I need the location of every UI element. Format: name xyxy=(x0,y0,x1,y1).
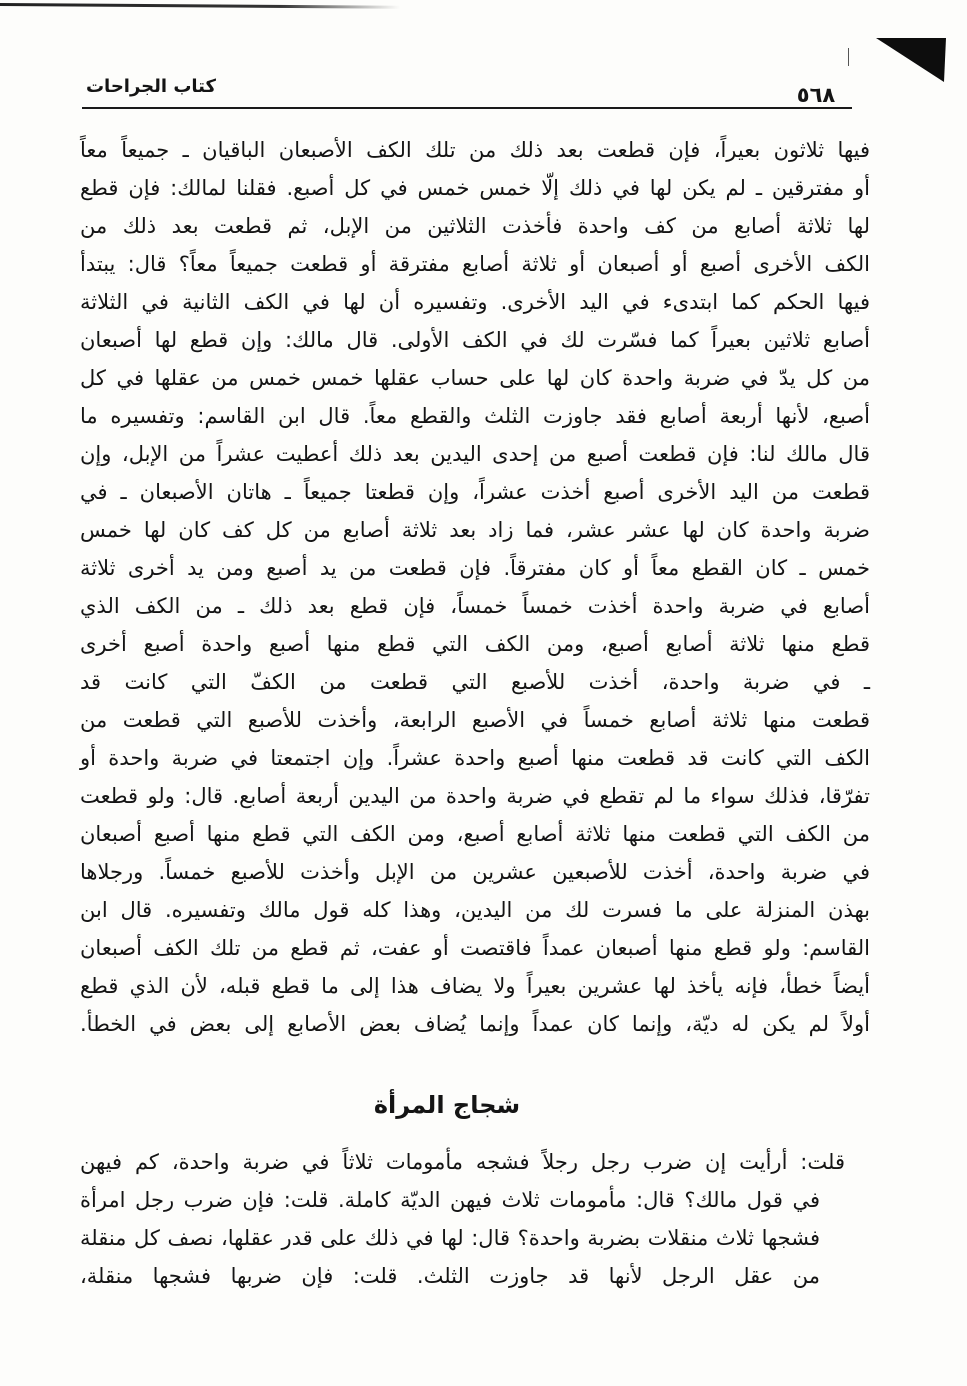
text-line: أيضاً خطأ، فإنه يأخذ لها عشرين بعيراً ولا يضاف هذا إلى ما قطع قبله، لأن الذي قطع xyxy=(80,974,870,998)
text-line: في قول مالك؟ قال: مأمومات ثلاث فيهن الديّة كاملة. قلت: فإن ضرب رجل امرأة xyxy=(80,1188,820,1212)
text-line: الكف الأخرى أصبع أو أصبعان أو ثلاثة أصابع مفترقة أو قطعت جميعاً معاً؟ قال: يبتدأ xyxy=(80,252,870,276)
text-line: خمس ـ كان القطع معاً أو كان مفترقاً. فإن قطعت من يد أصبع ومن يد أخرى ثلاثة xyxy=(80,556,870,580)
text-line: من عقل الرجل لأنها قد جاوزت الثلث. قلت: فإن ضربها فشجها منقلة، xyxy=(80,1264,820,1288)
text-line: تفرّقا، فذلك سواء ما لم تقطع في ضربة واحدة من اليدين أربعة أصابع. قال: ولو قطعت xyxy=(80,784,870,808)
paragraph-1 xyxy=(80,131,870,1043)
text-line: في ضربة واحدة، أخذت للأصبعين عشرين من الإبل وأخذت للأصبع خمساً. ورجلاها xyxy=(80,860,870,884)
text-line: قطعت منها ثلاثة أصابع خمساً في الأصبع الرابعة، وأخذت للأصبع التي قطعت من xyxy=(80,708,870,732)
section-heading: شجاج المرأة xyxy=(373,1091,521,1119)
text-line: لها ثلاثة أصابع من كف واحدة فأخذت الثلاثين من الإبل، ثم قطعت بعد ذلك من xyxy=(80,214,870,238)
text-line: ـ في ضربة واحدة، أخذت للأصبع التي قطعت من الكفّ التي كانت قد xyxy=(80,670,870,694)
text-line: أصابع في ضربة واحدة أخذت خمساً خمساً، فإن قطع بعد ذلك ـ من الكف الذي xyxy=(80,594,870,618)
text-line: قال مالك لنا: فإن قطعت أصبع من إحدى اليدين بعد ذلك أعطيت عشراً من الإبل، وإن xyxy=(80,442,870,466)
text-line: أصابع ثلاثين بعيراً كما فسّرت لك في الكف الأولى. قال مالك: وإن قطع لها أصبعان xyxy=(80,328,870,352)
text-line: أولاً لم يكن له ديّة، وإنما كان عمداً وإنما يُضاف بعض الأصابع إلى بعض في الخطأ. xyxy=(80,1012,870,1036)
text-line: قطعت من اليد الأخرى أصبع أخذت عشراً، وإن قطعتا جميعاً ـ هاتان الأصبعان ـ في xyxy=(80,480,870,504)
text-line: فشجها ثلاث منقلات بضربة واحدة؟ قال: لها في ذلك على قدر عقلها، نصف كل منقلة xyxy=(80,1226,820,1250)
text-line: الكف التي كانت قد قطعت منها أصبع واحدة عشراً. وإن اجتمعتا في ضربة واحدة أو xyxy=(80,746,870,770)
text-line: أصبع، لأنها أربعة أصابع فقد جاوزت الثلث والقطع معاً. قال ابن القاسم: وتفسيره ما xyxy=(80,404,870,428)
text-line: فيها الحكم كما ابتدىء في اليد الأخرى. وتفسيره أن لها في الكف الثانية في الثلاثة xyxy=(80,290,870,314)
scan-edge-line xyxy=(0,3,400,9)
paragraph-2 xyxy=(80,1143,870,1295)
text-line: فيها ثلاثون بعيراً، فإن قطعت بعد ذلك من تلك الكف الأصبعان الباقيان ـ جميعاً معاً xyxy=(80,138,870,162)
text-line: قطع منها ثلاثة أصابع أصبع، ومن الكف التي قطع منها أصبع واحدة أصبع أخرى xyxy=(80,632,870,656)
header-rule xyxy=(82,107,852,109)
text-line: من الكف التي قطعت منها ثلاثة أصابع أصبع، ومن الكف التي قطع منها أصبع أصبعان xyxy=(80,822,870,846)
chapter-title: كتاب الجراحات xyxy=(85,76,216,97)
text-line: قلت: أرأيت إن ضرب رجل رجلاً فشجه مأمومات ثلاثاً في ضربة واحدة، كم فيهن xyxy=(80,1150,845,1174)
corner-triangle-mark xyxy=(870,34,950,86)
text-line: من كل يدّ في ضربة واحدة كان لها على حساب عقلها خمس خمس من عقلها في كل xyxy=(80,366,870,390)
text-line: أو مفترقين ـ لم يكن لها في ذلك إلّا خمس خمس في كل أصبع. فقلنا لمالك: فإن قطع xyxy=(80,176,870,200)
text-line: بهذن المنزلة على ما فسرت لك من اليدين، وهذا كله قول مالك وتفسيره. قال ابن xyxy=(80,898,870,922)
text-line: القاسم: ولو قطع منها أصبعان عمداً فاقتصت أو عفت، ثم قطع من تلك الكف أصبعان xyxy=(80,936,870,960)
scan-mark xyxy=(848,48,849,66)
page-number: ٥٦٨ xyxy=(796,83,836,107)
text-line: ضربة واحدة كان لها عشر عشر، فما زاد بعد ثلاثة أصابع من كل كف كان لها خمس xyxy=(80,518,870,542)
